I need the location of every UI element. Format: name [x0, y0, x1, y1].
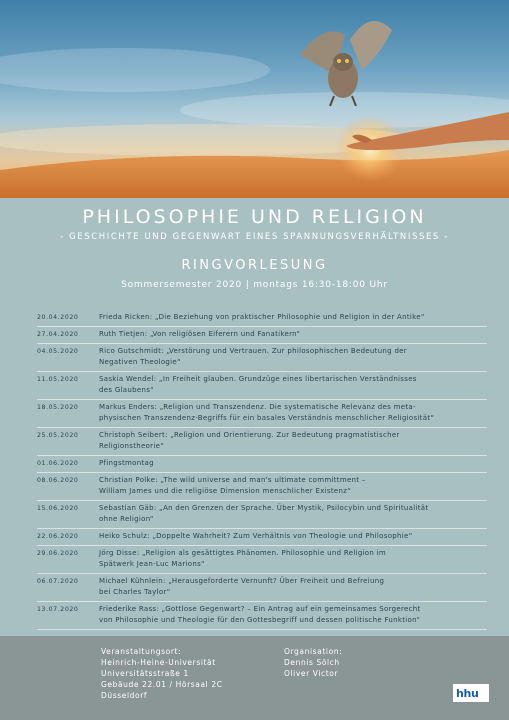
- lecture-title: [99, 531, 487, 542]
- logo-text: hhu: [456, 686, 479, 700]
- lecture-title-line: William James und die religiöse Dimension menschlicher Existenz“: [99, 487, 352, 495]
- page-title: PHILOSOPHIE UND RELIGION: [82, 206, 427, 228]
- lecture-title-line: Jörg Disse: „Religion als gesättigtes Phänomen. Philosophie und Religion im: [99, 549, 387, 557]
- lecture-title: [99, 430, 487, 452]
- lecture-date: 20.04.2020: [37, 314, 79, 321]
- lecture-title-line: physischen Transzendenz-Begriffs für ein basales Verständnis menschlicher Religiosität“: [99, 414, 435, 422]
- lecture-date: 18.05.2020: [37, 404, 79, 411]
- schedule-row: [37, 456, 487, 473]
- hero-image: [0, 0, 509, 198]
- semester-info: Sommersemester 2020 | montags 16:30-18:00 Uhr: [121, 280, 388, 290]
- lecture-date: 22.06.2020: [37, 533, 79, 540]
- page-subtitle: - GESCHICHTE UND GEGENWART EINES SPANNUNGSVERHÄLTNISSES -: [60, 232, 449, 242]
- lecture-title-line: Christoph Seibert: „Religion und Orientierung. Zur Bedeutung pragmatistischer: [99, 431, 400, 439]
- venue-line: Gebäude 22.01 / Hörsaal 2C: [101, 680, 223, 689]
- venue-info: [101, 646, 223, 701]
- organisation-line: Organisation:: [284, 647, 343, 656]
- lecture-date: 06.07.2020: [37, 578, 79, 585]
- footer: [0, 636, 509, 720]
- lecture-title-line: Sebastian Gäb: „An den Grenzen der Sprache. Über Mystik, Psilocybin und Spiritualität: [99, 504, 429, 512]
- lecture-date: 29.06.2020: [37, 550, 79, 557]
- series-heading: RINGVORLESUNG: [181, 258, 328, 273]
- lecture-title-line: Religionstheorie“: [99, 442, 165, 450]
- lecture-title: [99, 475, 487, 497]
- organisation-line: Dennis Sölch: [284, 658, 340, 667]
- lecture-title: [99, 402, 487, 424]
- lecture-date: 11.05.2020: [37, 376, 79, 383]
- hhu-logo: [453, 684, 489, 702]
- venue-line: Veranstaltungsort:: [101, 647, 182, 656]
- schedule-row: [37, 473, 487, 501]
- schedule-row: [37, 529, 487, 546]
- schedule-row: [37, 574, 487, 602]
- lecture-title-line: Rico Gutschmidt: „Verstörung und Vertrauen. Zur philosophischen Bedeutung der: [99, 347, 407, 355]
- lecture-schedule: [37, 310, 487, 630]
- lecture-title: [99, 503, 487, 525]
- lecture-date: 25.05.2020: [37, 432, 79, 439]
- lecture-title-line: Markus Enders: „Religion und Transzendenz. Die systematische Relevanz des meta-: [99, 403, 416, 411]
- lecture-title: [99, 604, 487, 626]
- lecture-date: 04.05.2020: [37, 348, 79, 355]
- lecture-title: [99, 548, 487, 570]
- lecture-title-line: Spätwerk Jean-Luc Marions“: [99, 560, 205, 568]
- venue-line: Heinrich-Heine-Universität: [101, 658, 216, 667]
- lecture-title: [99, 312, 487, 323]
- lecture-title-line: Pfingstmontag: [99, 459, 154, 467]
- lecture-title-line: Negativen Theologie“: [99, 358, 181, 366]
- schedule-row: [37, 546, 487, 574]
- schedule-row: [37, 501, 487, 529]
- lecture-title: [99, 458, 487, 469]
- schedule-row: [37, 428, 487, 456]
- lecture-date: 13.07.2020: [37, 606, 79, 613]
- schedule-row: [37, 310, 487, 327]
- lecture-date: 01.06.2020: [37, 460, 79, 467]
- lecture-title: [99, 346, 487, 368]
- organisation-line: Oliver Victor: [284, 669, 339, 678]
- schedule-row: [37, 327, 487, 344]
- schedule-row: [37, 602, 487, 630]
- organisation-info: [284, 646, 342, 679]
- lecture-title-line: Michael Kühnlein: „Herausgeforderte Vernunft? Über Freiheit und Befreiung: [99, 577, 385, 585]
- lecture-date: 27.04.2020: [37, 331, 79, 338]
- lecture-title-line: von Philosophie und Theologie für den Gottesbegriff und dessen politische Funktion“: [99, 616, 421, 624]
- lecture-title-line: Friederike Rass: „Gottlose Gegenwart? – Ein Antrag auf ein gemeinsames Sorgerecht: [99, 605, 421, 613]
- lecture-title-line: Ruth Tietjen: „Von religiösen Eiferern und Fanatikern“: [99, 330, 301, 338]
- lecture-title-line: ohne Religion“: [99, 515, 154, 523]
- lecture-date: 15.06.2020: [37, 505, 79, 512]
- venue-line: Düsseldorf: [101, 691, 148, 700]
- schedule-row: [37, 344, 487, 372]
- lecture-date: 08.06.2020: [37, 477, 79, 484]
- lecture-title-line: Saskia Wendel: „In Freiheit glauben. Grundzüge eines libertarischen Verständnisses: [99, 375, 417, 383]
- lecture-title-line: des Glaubens“: [99, 386, 155, 394]
- lecture-title-line: Frieda Ricken: „Die Beziehung von praktischer Philosophie und Religion in der Antike“: [99, 313, 425, 321]
- lecture-title-line: bei Charles Taylor“: [99, 588, 171, 596]
- lecture-title: [99, 329, 487, 340]
- schedule-row: [37, 400, 487, 428]
- header: [0, 204, 509, 294]
- lecture-title-line: Christian Polke: „The wild universe and man's ultimate committment –: [99, 476, 366, 484]
- lecture-title: [99, 374, 487, 396]
- owl-and-hand-illustration: [0, 0, 509, 198]
- lecture-title: [99, 576, 487, 598]
- venue-line: Universitätsstraße 1: [101, 669, 189, 678]
- schedule-row: [37, 372, 487, 400]
- lecture-title-line: Heiko Schulz: „Doppelte Wahrheit? Zum Verhältnis von Theologie und Philosophie“: [99, 532, 413, 540]
